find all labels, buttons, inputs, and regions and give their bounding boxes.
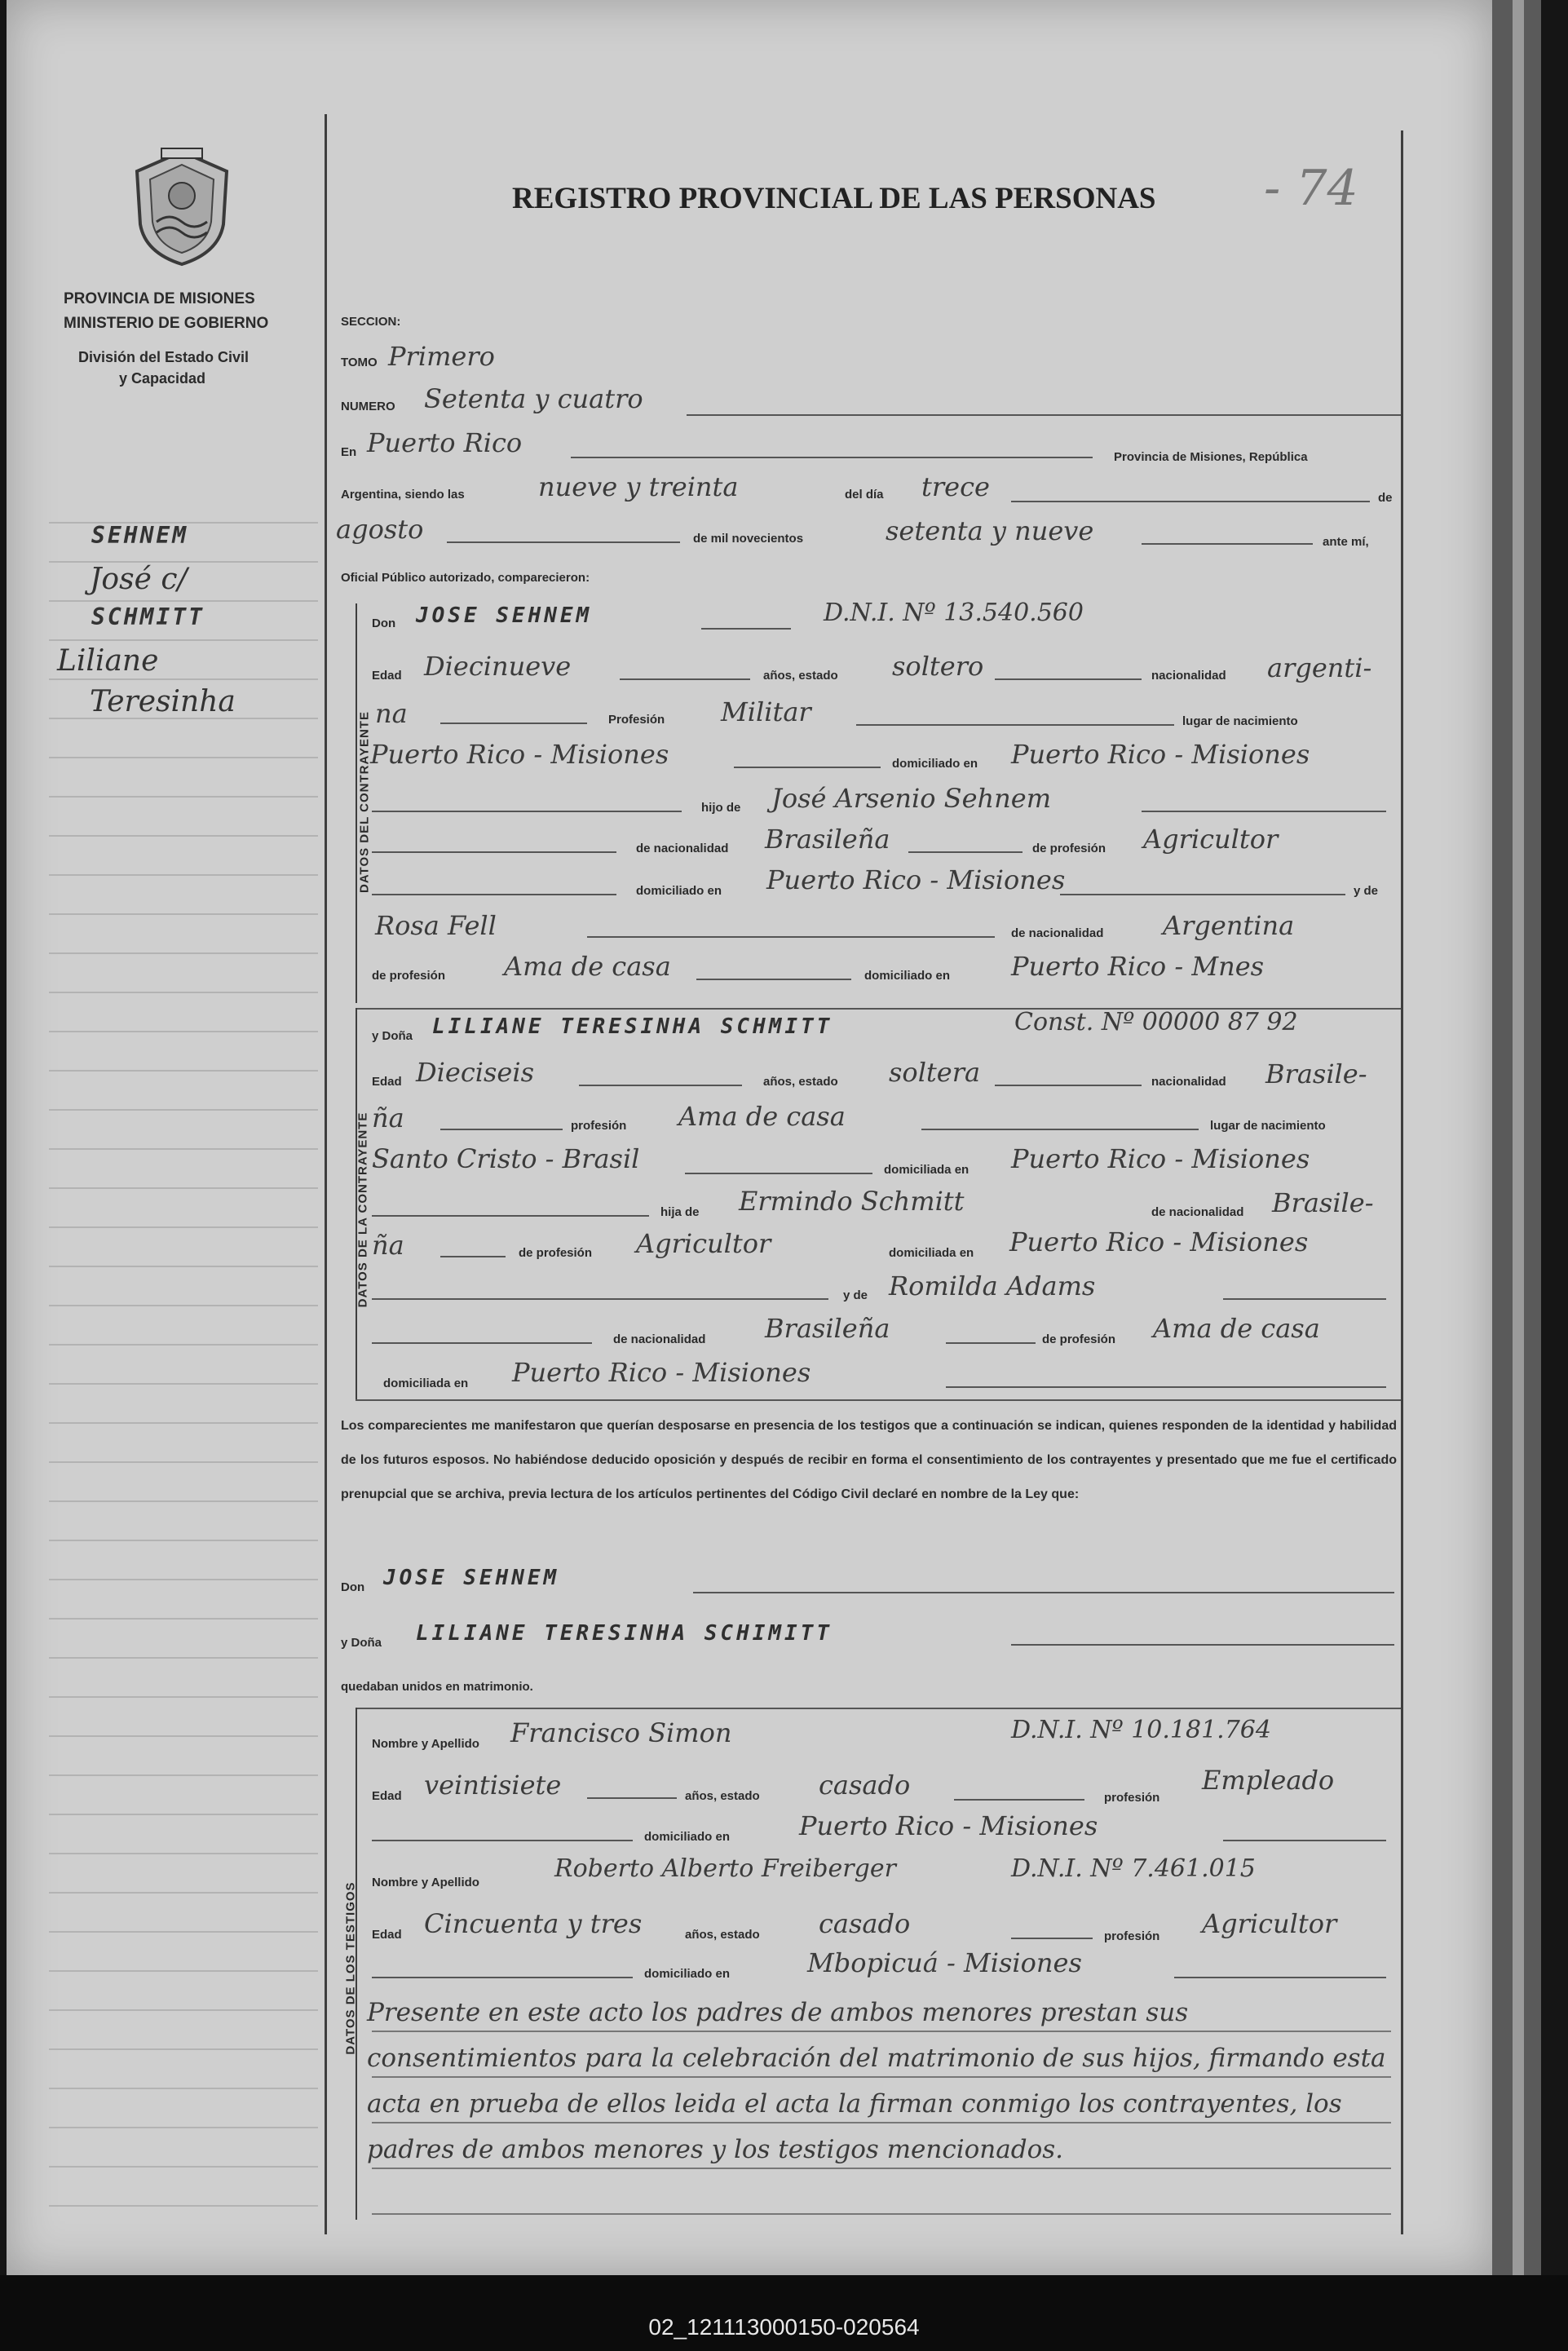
padre2-dom-label: domiciliada en xyxy=(889,1246,974,1260)
ministry-label: MINISTERIO DE GOBIERNO xyxy=(64,315,269,332)
contrayenta-section-label: DATOS DE LA CONTRAYENTE xyxy=(356,1111,370,1308)
padre-domicilio: Puerto Rico - Misiones xyxy=(766,864,1066,895)
contrayente-lugar-nac: Puerto Rico - Misiones xyxy=(370,739,669,770)
ante-label: ante mí, xyxy=(1323,535,1369,549)
madre-nacionalidad: Argentina xyxy=(1163,910,1295,941)
division-label: División del Estado Civil xyxy=(78,349,250,365)
margin-surname-2: SCHMITT xyxy=(91,603,205,630)
contrayente-nacionalidad: argenti- xyxy=(1267,652,1372,683)
numero-value: Setenta y cuatro xyxy=(424,383,643,414)
contrayenta-domicilio: Puerto Rico - Misiones xyxy=(1011,1143,1310,1174)
contrayenta-madre: Romilda Adams xyxy=(889,1271,1096,1301)
madre-nac-label: de nacionalidad xyxy=(1011,926,1104,940)
margin-given-3: Teresinha xyxy=(90,685,236,718)
y-de-label: y de xyxy=(1354,884,1379,898)
image-id-label: 02_121113000150-020564 xyxy=(648,2314,920,2340)
madre-dom-label: domiciliado en xyxy=(864,969,951,983)
profesion2-label: profesión xyxy=(571,1119,627,1133)
province-label: PROVINCIA DE MISIONES xyxy=(64,290,255,307)
province-seal-icon xyxy=(129,147,235,267)
mes-value: agosto xyxy=(336,514,424,545)
t2-nombre-label: Nombre y Apellido xyxy=(372,1876,479,1889)
contrayenta-madre-dom: Puerto Rico - Misiones xyxy=(512,1357,811,1388)
madre2-dom-label: domiciliada en xyxy=(383,1377,469,1390)
dona-label: y Doña xyxy=(372,1029,413,1043)
madre-profesion: Ama de casa xyxy=(504,951,671,982)
profesion-label: Profesión xyxy=(608,713,665,727)
padre-nombre: José Arsenio Sehnem xyxy=(771,783,1052,814)
page-title: REGISTRO PROVINCIAL DE LAS PERSONAS xyxy=(512,182,1156,215)
domiciliada-label: domiciliada en xyxy=(884,1163,970,1177)
anio-value: setenta y nueve xyxy=(886,515,1094,546)
numero-label: NUMERO xyxy=(341,400,395,413)
contrayenta-edad: Dieciseis xyxy=(416,1057,534,1088)
dia-label: del día xyxy=(845,488,884,502)
lugar-nac-label: lugar de nacimiento xyxy=(1182,714,1298,728)
hijo-label: hijo de xyxy=(701,801,741,815)
t1-edad: veintisiete xyxy=(424,1770,562,1801)
nacionalidad-label: nacionalidad xyxy=(1151,669,1226,683)
de-label: de xyxy=(1378,491,1393,505)
contrayente-profesion: Militar xyxy=(721,696,811,727)
dia-value: trece xyxy=(921,471,990,502)
dona-esposa-label: y Doña xyxy=(341,1636,382,1650)
t2-estado: casado xyxy=(819,1908,911,1939)
margin-surname-1: SEHNEM xyxy=(91,522,189,549)
padre-profesion: Agricultor xyxy=(1143,824,1279,855)
don-esposo-label: Don xyxy=(341,1580,365,1594)
lugar-value: Puerto Rico xyxy=(367,427,523,458)
hija-label: hija de xyxy=(660,1205,700,1219)
t2-nombre: Roberto Alberto Freiberger xyxy=(554,1854,896,1883)
division-label-2: y Capacidad xyxy=(119,370,206,387)
padre2-nac-label: de nacionalidad xyxy=(1151,1205,1244,1219)
t1-prof-label: profesión xyxy=(1104,1791,1160,1805)
anos-label: años, estado xyxy=(763,669,838,683)
madre-domicilio: Puerto Rico - Mnes xyxy=(1011,951,1265,982)
t2-edad-label: Edad xyxy=(372,1928,402,1942)
nacionalidad2-label: nacionalidad xyxy=(1151,1075,1226,1089)
t1-nombre-label: Nombre y Apellido xyxy=(372,1737,479,1751)
t1-documento: D.N.I. Nº 10.181.764 xyxy=(1011,1716,1271,1744)
contrayenta-nacionalidad: Brasile- xyxy=(1265,1058,1367,1089)
edad-label: Edad xyxy=(372,669,402,683)
edad2-label: Edad xyxy=(372,1075,402,1089)
padre-nac-label: de nacionalidad xyxy=(636,842,729,855)
en-label: En xyxy=(341,445,357,459)
esposa-name: LILIANE TERESINHA SCHIMITT xyxy=(416,1621,833,1646)
provincia-label: Provincia de Misiones, República xyxy=(1114,450,1308,464)
contrayente-nacionalidad-cont: na xyxy=(375,698,408,729)
anos2-label: años, estado xyxy=(763,1075,838,1089)
contrayenta-document: Const. Nº 00000 87 92 xyxy=(1014,1008,1298,1036)
declaration-text: Los comparecientes me manifestaron que querían desposarse en presencia de los testigos que a continuación se indican, quienes responden de la identidad y habilidad de los futuros esposos. No habiéndose deducido oposición y después de recibir en forma el consentimiento de los contrayentes y presentado que me fue el certificado prenupcial que se archiva, previa lectura de los artículos pertinentes del Código Civil declaré en nombre de la Ley que: xyxy=(341,1419,1397,1501)
t2-domicilio: Mbopicuá - Misiones xyxy=(807,1947,1082,1978)
contrayente-name: JOSE SEHNEM xyxy=(416,603,593,628)
contrayente-document: D.N.I. Nº 13.540.560 xyxy=(824,599,1084,627)
don-label: Don xyxy=(372,616,396,630)
padre-nacionalidad: Brasileña xyxy=(765,824,890,855)
padre2-prof-label: de profesión xyxy=(519,1246,593,1260)
tomo-label: TOMO xyxy=(341,356,378,369)
contrayenta-madre-nac: Brasileña xyxy=(765,1313,890,1344)
remarks-text: Presente en este acto los padres de ambos menores prestan sus consentimientos para la celebración del matrimonio de sus hijos, firmando esta acta en prueba de ellos leida el acta la firman conmigo los contrayentes, los padres de ambos menores y los testigos mencionados. xyxy=(367,1998,1386,2164)
madre-prof-label: de profesión xyxy=(372,969,446,983)
contrayenta-profesion: Ama de casa xyxy=(678,1101,846,1132)
seccion-label: SECCION: xyxy=(341,315,401,329)
folio-number: - 74 xyxy=(1264,160,1358,217)
t1-edad-label: Edad xyxy=(372,1789,402,1803)
margin-given-2: Liliane xyxy=(57,644,159,678)
t2-prof-label: profesión xyxy=(1104,1929,1160,1943)
contrayenta-padre-dom: Puerto Rico - Misiones xyxy=(1009,1226,1309,1257)
t1-anos-label: años, estado xyxy=(685,1789,760,1803)
tomo-value: Primero xyxy=(388,341,495,372)
t2-profesion: Agricultor xyxy=(1202,1908,1337,1939)
oficial-label: Oficial Público autorizado, comparecieron: xyxy=(341,571,590,585)
t1-dom-label: domiciliado en xyxy=(644,1830,731,1844)
t2-dom-label: domiciliado en xyxy=(644,1967,731,1981)
lugar-nac2-label: lugar de nacimiento xyxy=(1210,1119,1326,1133)
domiciliado-label: domiciliado en xyxy=(892,757,978,771)
madre-nombre: Rosa Fell xyxy=(375,910,497,941)
contrayente-domicilio: Puerto Rico - Misiones xyxy=(1011,739,1310,770)
right-rule xyxy=(1401,130,1403,2234)
madre2-nac-label: de nacionalidad xyxy=(613,1332,706,1346)
contrayente-estado: soltero xyxy=(892,651,984,682)
contrayenta-name: LILIANE TERESINHA SCHMITT xyxy=(432,1014,833,1039)
t1-domicilio: Puerto Rico - Misiones xyxy=(799,1810,1098,1841)
t1-profesion: Empleado xyxy=(1202,1765,1335,1796)
margin-given-1: José c/ xyxy=(90,563,188,596)
hora-value: nueve y treinta xyxy=(538,471,739,502)
left-rule xyxy=(325,114,327,2234)
anio-label: de mil novecientos xyxy=(693,532,804,546)
madre2-prof-label: de profesión xyxy=(1042,1332,1116,1346)
contrayenta-padre-prof: Agricultor xyxy=(636,1228,771,1259)
book-edge-highlight xyxy=(1513,0,1524,2275)
argentina-label: Argentina, siendo las xyxy=(341,488,465,502)
contrayenta-nacionalidad-cont: ña xyxy=(372,1103,404,1134)
t1-estado: casado xyxy=(819,1770,911,1801)
t2-documento: D.N.I. Nº 7.461.015 xyxy=(1011,1854,1256,1883)
quedaban-label: quedaban unidos en matrimonio. xyxy=(341,1680,533,1694)
padre-prof-label: de profesión xyxy=(1032,842,1106,855)
y-de2-label: y de xyxy=(843,1288,868,1302)
esposo-name: JOSE SEHNEM xyxy=(383,1566,560,1590)
contrayente-edad: Diecinueve xyxy=(424,651,572,682)
t2-edad: Cincuenta y tres xyxy=(424,1908,643,1939)
contrayenta-madre-prof: Ama de casa xyxy=(1153,1313,1320,1344)
contrayenta-padre-nac: Brasile- xyxy=(1272,1187,1374,1218)
testigos-section-label: DATOS DE LOS TESTIGOS xyxy=(343,1881,358,2055)
contrayente-section-label: DATOS DEL CONTRAYENTE xyxy=(357,711,372,893)
contrayenta-lugar-nac: Santo Cristo - Brasil xyxy=(372,1143,640,1174)
t2-anos-label: años, estado xyxy=(685,1928,760,1942)
contrayenta-padre: Ermindo Schmitt xyxy=(739,1186,965,1217)
contrayenta-padre-nac-cont: ña xyxy=(372,1230,404,1261)
t1-nombre: Francisco Simon xyxy=(510,1717,732,1748)
contrayenta-estado: soltera xyxy=(889,1057,981,1088)
padre-dom-label: domiciliado en xyxy=(636,884,722,898)
